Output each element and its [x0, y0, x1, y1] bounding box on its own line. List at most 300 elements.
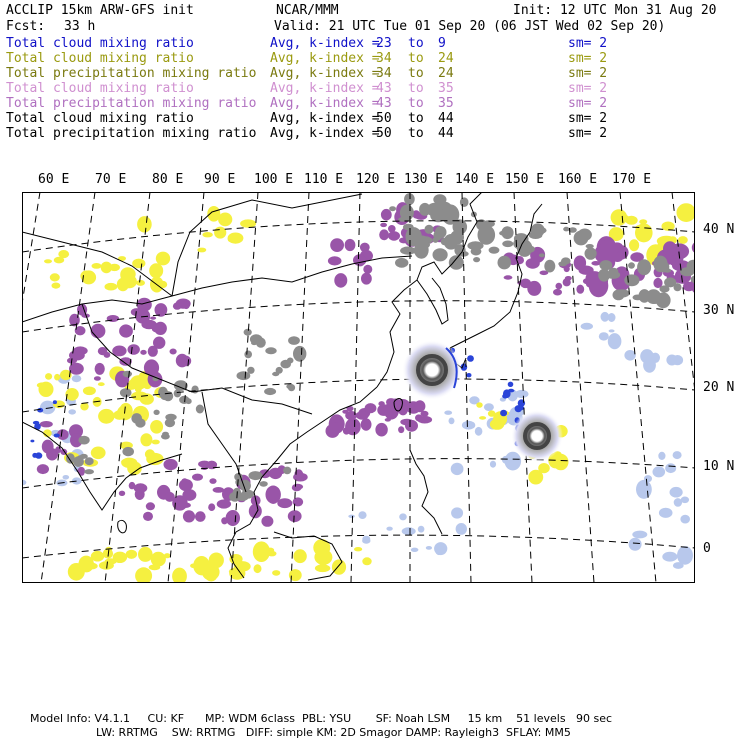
cloud-blue	[503, 389, 511, 398]
cloud-purple	[504, 275, 513, 279]
cloud-yellow	[98, 409, 114, 424]
legend-to: to	[408, 111, 424, 126]
longitude-label: 80 E	[152, 172, 184, 187]
cloud-purple	[143, 512, 153, 521]
cloud-yellow	[625, 216, 637, 225]
legend-field: Total cloud mixing ratio	[6, 111, 194, 126]
cloud-yellow	[54, 257, 64, 264]
legend-field: Total cloud mixing ratio	[6, 81, 194, 96]
cloud-gray	[196, 405, 204, 414]
cloud-gray	[236, 493, 249, 501]
cloud-gray	[563, 227, 569, 232]
cloud-patch-light	[629, 538, 642, 551]
cloud-purple	[599, 240, 618, 262]
cloud-purple	[140, 350, 146, 355]
latitude-label: 10 N	[703, 459, 735, 474]
cloud-blue	[53, 400, 57, 404]
legend-field: Total cloud mixing ratio	[6, 51, 194, 66]
cloud-yellow	[272, 570, 280, 576]
cloud-patch-light	[581, 323, 593, 330]
cloud-yellow	[135, 386, 142, 393]
cloud-patch-light	[681, 497, 689, 504]
cloud-purple	[146, 502, 155, 510]
cloud-purple	[73, 346, 88, 355]
cloud-gray	[186, 398, 192, 404]
cloud-gray	[66, 453, 75, 463]
model-title: ACCLIP 15km ARW-GFS init	[6, 3, 194, 18]
cloud-blue	[500, 410, 507, 417]
cloud-purple	[388, 225, 396, 233]
cloud-purple	[95, 363, 105, 375]
cloud-gray	[502, 241, 513, 248]
cloud-purple	[421, 411, 429, 417]
cloud-gray	[585, 247, 597, 259]
cloud-purple	[556, 283, 563, 290]
cloud-gray	[276, 367, 283, 374]
cloud-purple	[381, 209, 392, 221]
cloud-purple	[40, 421, 53, 427]
cloud-purple	[363, 265, 372, 274]
legend-to: to	[408, 81, 424, 96]
cloud-patch-light	[72, 375, 82, 382]
cloud-blue	[508, 382, 514, 387]
cloud-yellow	[146, 453, 163, 465]
cloud-patch-light	[680, 515, 690, 524]
cloud-patch-light	[456, 523, 467, 535]
cloud-yellow	[677, 203, 696, 222]
cloud-purple	[378, 401, 384, 406]
cloud-yellow	[678, 236, 688, 244]
cloud-purple	[380, 223, 387, 227]
legend-to: to	[408, 36, 424, 51]
latitude-label: 20 N	[703, 380, 735, 395]
cloud-purple	[164, 459, 178, 470]
cloud-patch-light	[640, 349, 654, 363]
cloud-yellow	[254, 564, 262, 573]
cloud-gray	[637, 259, 651, 275]
cloud-purple	[208, 503, 215, 511]
cloud-gray	[415, 245, 425, 254]
cloud-blue	[467, 355, 474, 362]
cloud-yellow	[44, 259, 52, 263]
longitude-label: 70 E	[95, 172, 127, 187]
cloud-patch-light	[599, 332, 609, 340]
model-info-line1: Model Info: V4.1.1 CU: KF MP: WDM 6class PBL: YSU SF: Noah LSM 15 km 51 levels 90 sec	[30, 712, 613, 725]
cloud-yellow	[91, 551, 104, 562]
cloud-blue	[30, 440, 34, 443]
cloud-purple	[94, 376, 101, 381]
cloud-blue	[32, 453, 37, 458]
model-info-line2: LW: RRTMG SW: RRTMG DIFF: simple KM: 2D Smagor DAMP: Rayleigh3 SFLAY: MM5	[96, 726, 571, 739]
legend-hi: 44	[438, 111, 454, 126]
cloud-purple	[388, 231, 400, 241]
legend-to: to	[408, 126, 424, 141]
longitude-label: 60 E	[38, 172, 70, 187]
cloud-yellow	[136, 280, 145, 286]
cloud-yellow	[479, 416, 486, 420]
cloud-gray	[433, 248, 448, 261]
cloud-gray	[251, 341, 257, 345]
cloud-patch-light	[462, 421, 475, 430]
cloud-yellow	[68, 563, 85, 581]
cloud-patch-light	[632, 531, 647, 539]
cloud-yellow	[150, 420, 163, 434]
longitude-label: 150 E	[505, 172, 545, 187]
cloud-patch-light	[444, 411, 452, 415]
cloud-gray	[120, 388, 132, 397]
cloud-yellow	[228, 233, 244, 244]
cloud-gray	[460, 197, 469, 207]
cloud-purple	[277, 498, 292, 508]
cloud-blue	[54, 434, 60, 438]
cloud-purple	[417, 416, 432, 424]
cloud-yellow	[476, 402, 482, 408]
cloud-purple	[517, 281, 526, 286]
legend-avg: Avg, k-index =	[270, 96, 380, 111]
cloud-gray	[85, 457, 94, 465]
cloud-purple	[128, 344, 140, 355]
cloud-purple	[209, 478, 216, 484]
legend-avg: Avg, k-index =	[270, 126, 380, 141]
cloud-purple	[195, 511, 206, 522]
cloud-yellow	[156, 252, 170, 266]
cloud-gray	[639, 289, 651, 303]
cloud-purple	[361, 273, 372, 285]
cloud-yellow	[105, 558, 117, 564]
cloud-purple	[342, 410, 348, 414]
cloud-patch-light	[608, 333, 622, 349]
cloud-yellow	[538, 463, 550, 473]
legend-field: Total cloud mixing ratio	[6, 36, 194, 51]
cloud-purple	[574, 256, 586, 271]
cloud-patch-light	[435, 547, 442, 555]
cloud-yellow	[202, 232, 212, 237]
cloud-purple	[165, 492, 175, 502]
cloud-patch-light	[451, 507, 463, 518]
cloud-gray	[395, 258, 408, 268]
cloud-patch-light	[670, 487, 683, 498]
cloud-gray	[536, 227, 547, 234]
longitude-label: 170 E	[612, 172, 652, 187]
legend-lo: 43	[376, 81, 392, 96]
legend-field: Total precipitation mixing ratio	[6, 66, 257, 81]
cloud-yellow	[206, 572, 217, 582]
cloud-yellow	[553, 454, 568, 471]
typhoon-north-eye	[427, 365, 437, 375]
cloud-gray	[244, 351, 252, 359]
cloud-purple	[213, 487, 225, 493]
cloud-gray	[79, 436, 90, 445]
cloud-yellow	[332, 559, 346, 574]
cloud-purple	[37, 464, 49, 474]
cloud-purple	[270, 500, 276, 504]
cloud-patch-light	[358, 511, 366, 519]
cloud-purple	[150, 317, 156, 320]
cloud-purple	[334, 273, 347, 288]
cloud-yellow	[214, 227, 226, 239]
cloud-gray	[680, 267, 694, 276]
cloud-purple	[365, 403, 377, 413]
cloud-gray	[489, 247, 500, 254]
cloud-gray	[425, 225, 434, 234]
legend-sm: sm= 2	[568, 111, 608, 126]
cloud-patch-light	[662, 552, 677, 562]
latitude-label: 0	[703, 541, 711, 556]
cloud-gray	[471, 247, 482, 255]
cloud-patch-light	[411, 548, 419, 552]
cloud-gray	[154, 410, 160, 415]
cloud-patch-light	[677, 546, 693, 565]
cloud-yellow	[54, 374, 60, 381]
cloud-gray	[77, 455, 84, 463]
cloud-gray	[609, 268, 619, 275]
cloud-yellow	[662, 222, 675, 231]
cloud-yellow	[152, 440, 160, 445]
legend-lo: 50	[376, 126, 392, 141]
cloud-yellow	[293, 549, 306, 563]
cloud-patch-light	[653, 466, 666, 477]
legend-hi: 24	[438, 66, 454, 81]
cloud-yellow	[209, 553, 224, 569]
cloud-patch-light	[490, 461, 496, 468]
init-time: Init: 12 UTC Mon 31 Aug 20	[513, 3, 717, 18]
longitude-label: 160 E	[558, 172, 598, 187]
cloud-purple	[361, 418, 372, 430]
cloud-gray	[624, 274, 639, 286]
cloud-gray	[389, 206, 396, 211]
cloud-purple	[329, 414, 345, 433]
cloud-gray	[404, 193, 415, 205]
forecast-map	[22, 192, 695, 583]
cloud-purple	[55, 446, 61, 453]
cloud-yellow	[50, 273, 60, 281]
cloud-yellow	[240, 219, 256, 227]
cloud-purple	[328, 256, 342, 265]
cloud-patch-light	[666, 355, 677, 366]
legend-lo: 23	[376, 36, 392, 51]
cloud-blue	[466, 373, 471, 377]
cloud-gray	[615, 289, 629, 297]
cloud-yellow	[83, 387, 96, 396]
cloud-gray	[161, 434, 170, 440]
forecast-hours: 33 h	[64, 19, 96, 34]
cloud-gray	[288, 336, 300, 345]
cloud-gray	[283, 467, 291, 475]
legend-to: to	[408, 51, 424, 66]
cloud-purple	[345, 239, 356, 251]
legend-lo: 34	[376, 51, 392, 66]
cloud-yellow	[45, 373, 52, 380]
legend-hi: 9	[438, 36, 446, 51]
legend-to: to	[408, 66, 424, 81]
cloud-purple	[217, 499, 231, 508]
cloud-purple	[375, 423, 387, 437]
cloud-gray	[544, 260, 555, 273]
cloud-patch-light	[658, 452, 665, 460]
cloud-patch-light	[484, 403, 494, 411]
cloud-purple	[261, 516, 273, 527]
cloud-purple	[346, 421, 360, 432]
cloud-gray	[286, 384, 294, 389]
legend-lo: 34	[376, 66, 392, 81]
legend-avg: Avg, k-index =	[270, 51, 380, 66]
cloud-gray	[498, 256, 512, 270]
cloud-purple	[353, 254, 366, 266]
legend-lo: 43	[376, 96, 392, 111]
valid-time: Valid: 21 UTC Tue 01 Sep 20 (06 JST Wed 02 Sep 20)	[274, 19, 666, 34]
typhoon-south-eye	[533, 432, 541, 440]
cloud-gray	[473, 257, 480, 262]
cloud-gray	[265, 347, 276, 354]
cloud-gray	[293, 346, 306, 362]
cloud-patch-light	[418, 526, 425, 533]
cloud-purple	[141, 320, 156, 329]
cloud-purple	[183, 301, 190, 309]
cloud-yellow	[126, 550, 137, 559]
cloud-gray	[122, 447, 134, 456]
cloud-purple	[192, 474, 203, 481]
cloud-gray	[501, 226, 513, 239]
cloud-yellow	[266, 548, 274, 553]
cloud-patch-light	[601, 312, 610, 322]
cloud-purple	[576, 285, 584, 294]
legend-sm: sm= 2	[568, 126, 608, 141]
longitude-label: 90 E	[204, 172, 236, 187]
cloud-yellow	[132, 259, 145, 269]
cloud-yellow	[639, 219, 647, 224]
cloud-gray	[453, 219, 468, 234]
legend-sm: sm= 2	[568, 96, 608, 111]
cloud-yellow	[149, 564, 161, 570]
cloud-yellow	[234, 561, 251, 572]
longitude-label: 100 E	[254, 172, 294, 187]
cloud-purple	[288, 510, 302, 522]
longitude-label: 140 E	[455, 172, 495, 187]
cloud-gray	[84, 469, 94, 474]
cloud-patch-light	[636, 480, 652, 499]
cloud-gray	[444, 234, 459, 250]
cloud-purple	[574, 263, 580, 268]
legend-sm: sm= 2	[568, 81, 608, 96]
org-label: NCAR/MMM	[276, 3, 339, 18]
cloud-purple	[176, 354, 189, 368]
cloud-yellow	[362, 557, 371, 565]
cloud-purple	[527, 281, 541, 296]
cloud-gray	[165, 414, 176, 421]
cloud-yellow	[87, 563, 98, 570]
cloud-patch-light	[63, 475, 70, 480]
cloud-gray	[400, 205, 414, 221]
cloud-patch-light	[624, 350, 635, 361]
cloud-purple	[331, 417, 339, 423]
cloud-patch-light	[673, 562, 684, 569]
cloud-purple	[398, 426, 404, 433]
cloud-yellow	[207, 206, 220, 222]
cloud-purple	[119, 324, 133, 337]
cloud-purple	[183, 510, 195, 522]
cloud-yellow	[105, 283, 118, 291]
cloud-patch-light	[426, 546, 432, 550]
cloud-patch-light	[348, 515, 355, 518]
cloud-yellow	[91, 447, 106, 460]
cloud-gray	[432, 237, 438, 243]
cloud-purple	[221, 517, 228, 524]
cloud-yellow	[39, 382, 54, 397]
cloud-blue	[33, 421, 39, 425]
cloud-purple	[663, 241, 677, 256]
cloud-yellow	[109, 264, 120, 271]
cloud-yellow	[92, 263, 102, 269]
cloud-gray	[400, 247, 416, 255]
cloud-purple	[379, 229, 389, 240]
cloud-yellow	[197, 248, 206, 253]
cloud-gray	[478, 225, 496, 245]
cloud-gray	[659, 285, 669, 292]
longitude-label: 120 E	[356, 172, 396, 187]
cloud-purple	[553, 289, 562, 296]
cloud-patch-light	[386, 527, 392, 531]
cloud-gray	[280, 360, 291, 369]
cloud-patch-light	[451, 463, 464, 475]
cloud-yellow	[52, 283, 61, 289]
cloud-gray	[135, 418, 145, 427]
longitude-label: 110 E	[304, 172, 344, 187]
cloud-purple	[292, 485, 302, 491]
cloud-yellow	[354, 547, 362, 551]
cloud-blue	[515, 405, 522, 412]
cloud-gray	[653, 256, 667, 273]
cloud-patch-light	[505, 452, 522, 471]
legend-lo: 50	[376, 111, 392, 126]
cloud-yellow	[122, 275, 137, 289]
cloud-patch-light	[68, 409, 76, 414]
legend-hi: 24	[438, 51, 454, 66]
cloud-gray	[628, 262, 635, 268]
cloud-blue	[37, 408, 43, 413]
cloud-purple	[42, 440, 54, 454]
legend-sm: sm= 2	[568, 51, 608, 66]
cloud-gray	[598, 269, 610, 282]
cloud-purple	[119, 491, 125, 496]
cloud-gray	[586, 244, 594, 248]
legend-to: to	[408, 96, 424, 111]
cloud-gray	[574, 231, 589, 246]
cloud-patch-light	[475, 427, 483, 436]
cloud-yellow	[138, 547, 153, 562]
cloud-gray	[558, 261, 567, 266]
cloud-yellow	[635, 223, 653, 242]
cloud-purple	[526, 258, 540, 269]
forecast-label: Fcst:	[6, 19, 46, 34]
cloud-patch-light	[665, 463, 676, 473]
legend-avg: Avg, k-index =	[270, 36, 380, 51]
latitude-label: 30 N	[703, 303, 735, 318]
legend-avg: Avg, k-index =	[270, 81, 380, 96]
cloud-purple	[226, 510, 240, 526]
cloud-yellow	[113, 410, 126, 420]
cloud-yellow	[611, 209, 628, 225]
cloud-purple	[170, 349, 177, 355]
cloud-yellow	[490, 419, 504, 430]
cloud-purple	[173, 302, 182, 309]
cloud-purple	[153, 337, 165, 349]
cloud-gray	[539, 253, 545, 257]
cloud-gray	[259, 481, 267, 487]
legend-field: Total precipitation mixing ratio	[6, 126, 257, 141]
cloud-patch-light	[449, 418, 455, 425]
legend-hi: 35	[438, 81, 454, 96]
cloud-yellow	[315, 564, 330, 572]
